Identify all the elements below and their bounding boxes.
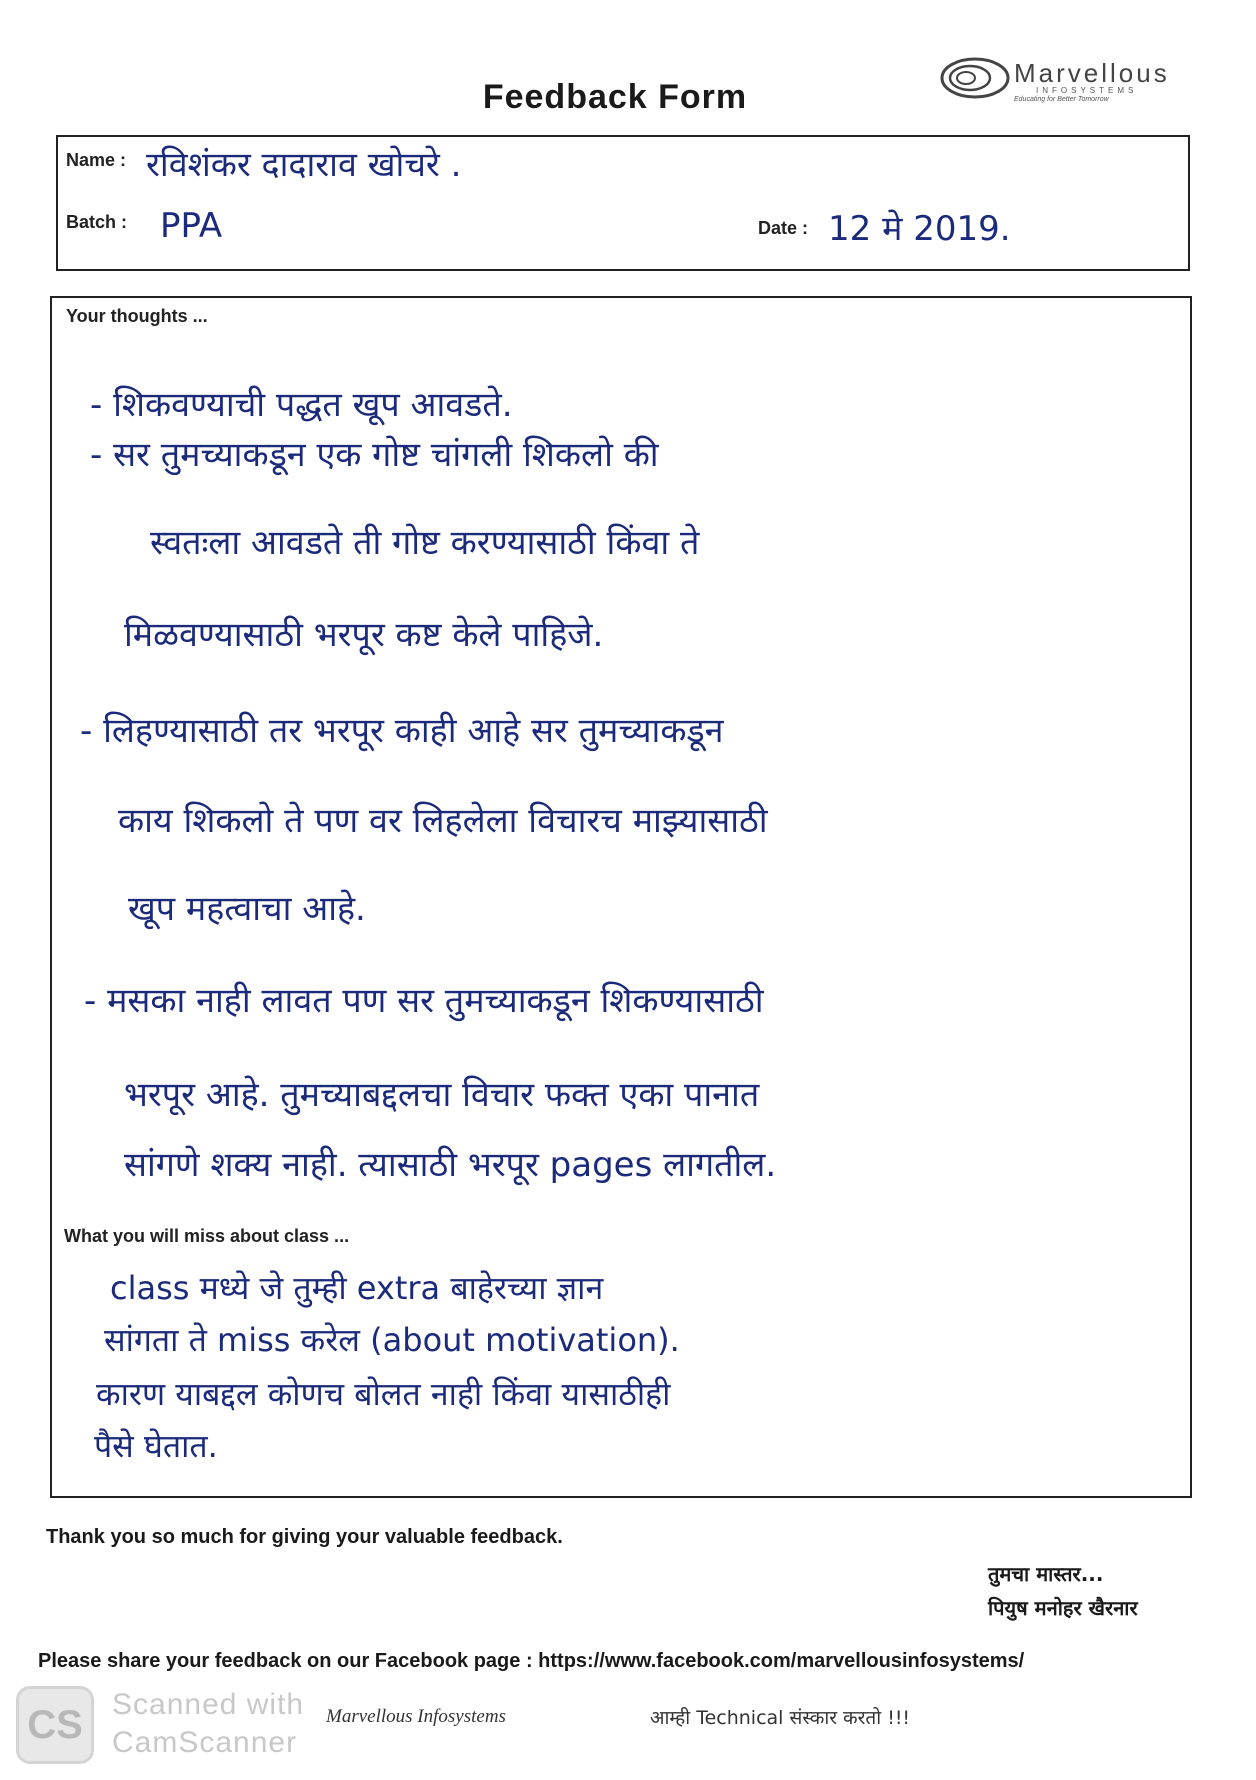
- camscanner-watermark: [16, 1686, 336, 1766]
- logo-subtitle: INFOSYSTEMS: [1036, 86, 1138, 95]
- logo-name: Marvellous: [1014, 58, 1170, 88]
- camscanner-logo-icon: CS: [16, 1686, 94, 1764]
- thought-line: सांगणे शक्य नाही. त्यासाठी भरपूर pages लागतील.: [124, 1145, 777, 1185]
- thought-line: - लिहण्यासाठी तर भरपूर काही आहे सर तुमच्याकडून: [80, 711, 724, 751]
- footer-company: Marvellous Infosystems: [326, 1706, 506, 1727]
- thought-line: - मसका नाही लावत पण सर तुमच्याकडून शिकण्यासाठी: [84, 981, 764, 1021]
- miss-line: पैसे घेतात.: [94, 1427, 218, 1465]
- date-value: 12 मे 2019.: [828, 209, 1011, 249]
- thought-line: काय शिकलो ते पण वर लिहलेला विचारच माझ्यासाठी: [118, 801, 768, 841]
- miss-line: class मध्ये जे तुम्ही extra बाहेरच्या ज्ञान: [110, 1269, 604, 1307]
- miss-line: सांगता ते miss करेल (about motivation).: [104, 1321, 680, 1359]
- signature-line-1: तुमचा मास्तर...: [988, 1562, 1104, 1586]
- thought-line: खूप महत्वाचा आहे.: [128, 889, 366, 929]
- footer-slogan: आम्ही Technical संस्कार करतो !!!: [650, 1707, 911, 1729]
- thought-line: स्वतःला आवडते ती गोष्ट करण्यासाठी किंवा ते: [150, 523, 700, 563]
- thought-line: - शिकवण्याची पद्धत खूप आवडते.: [90, 385, 513, 425]
- miss-label: What you will miss about class ...: [64, 1226, 350, 1246]
- facebook-share-note: Please share your feedback on our Facebook page : https://www.facebook.com/marvellousinfosystems/: [38, 1650, 1025, 1672]
- miss-line: कारण याबद्दल कोणच बोलत नाही किंवा यासाठीही: [96, 1375, 671, 1413]
- form-title: Feedback Form: [482, 78, 748, 116]
- thought-line: - सर तुमच्याकडून एक गोष्ट चांगली शिकलो की: [90, 435, 659, 475]
- thoughts-label: Your thoughts ...: [66, 306, 208, 326]
- date-label: Date :: [758, 218, 809, 238]
- camscanner-line-2: CamScanner: [112, 1726, 298, 1759]
- camscanner-line-1: Scanned with: [112, 1688, 305, 1721]
- thanks-note: Thank you so much for giving your valuable feedback.: [46, 1526, 563, 1548]
- name-value: रविशंकर दादाराव खोचरे .: [146, 145, 462, 185]
- thought-line: भरपूर आहे. तुमच्याबद्दलचा विचार फक्त एका पानात: [124, 1075, 760, 1115]
- signature-name: पियुष मनोहर खैरनार: [988, 1596, 1138, 1620]
- logo-tagline: Educating for Better Tomorrow: [1014, 96, 1109, 103]
- batch-label: Batch :: [66, 212, 128, 232]
- thought-line: मिळवण्यासाठी भरपूर कष्ट केले पाहिजे.: [124, 615, 604, 655]
- batch-value: PPA: [160, 206, 223, 246]
- name-label: Name :: [66, 150, 127, 170]
